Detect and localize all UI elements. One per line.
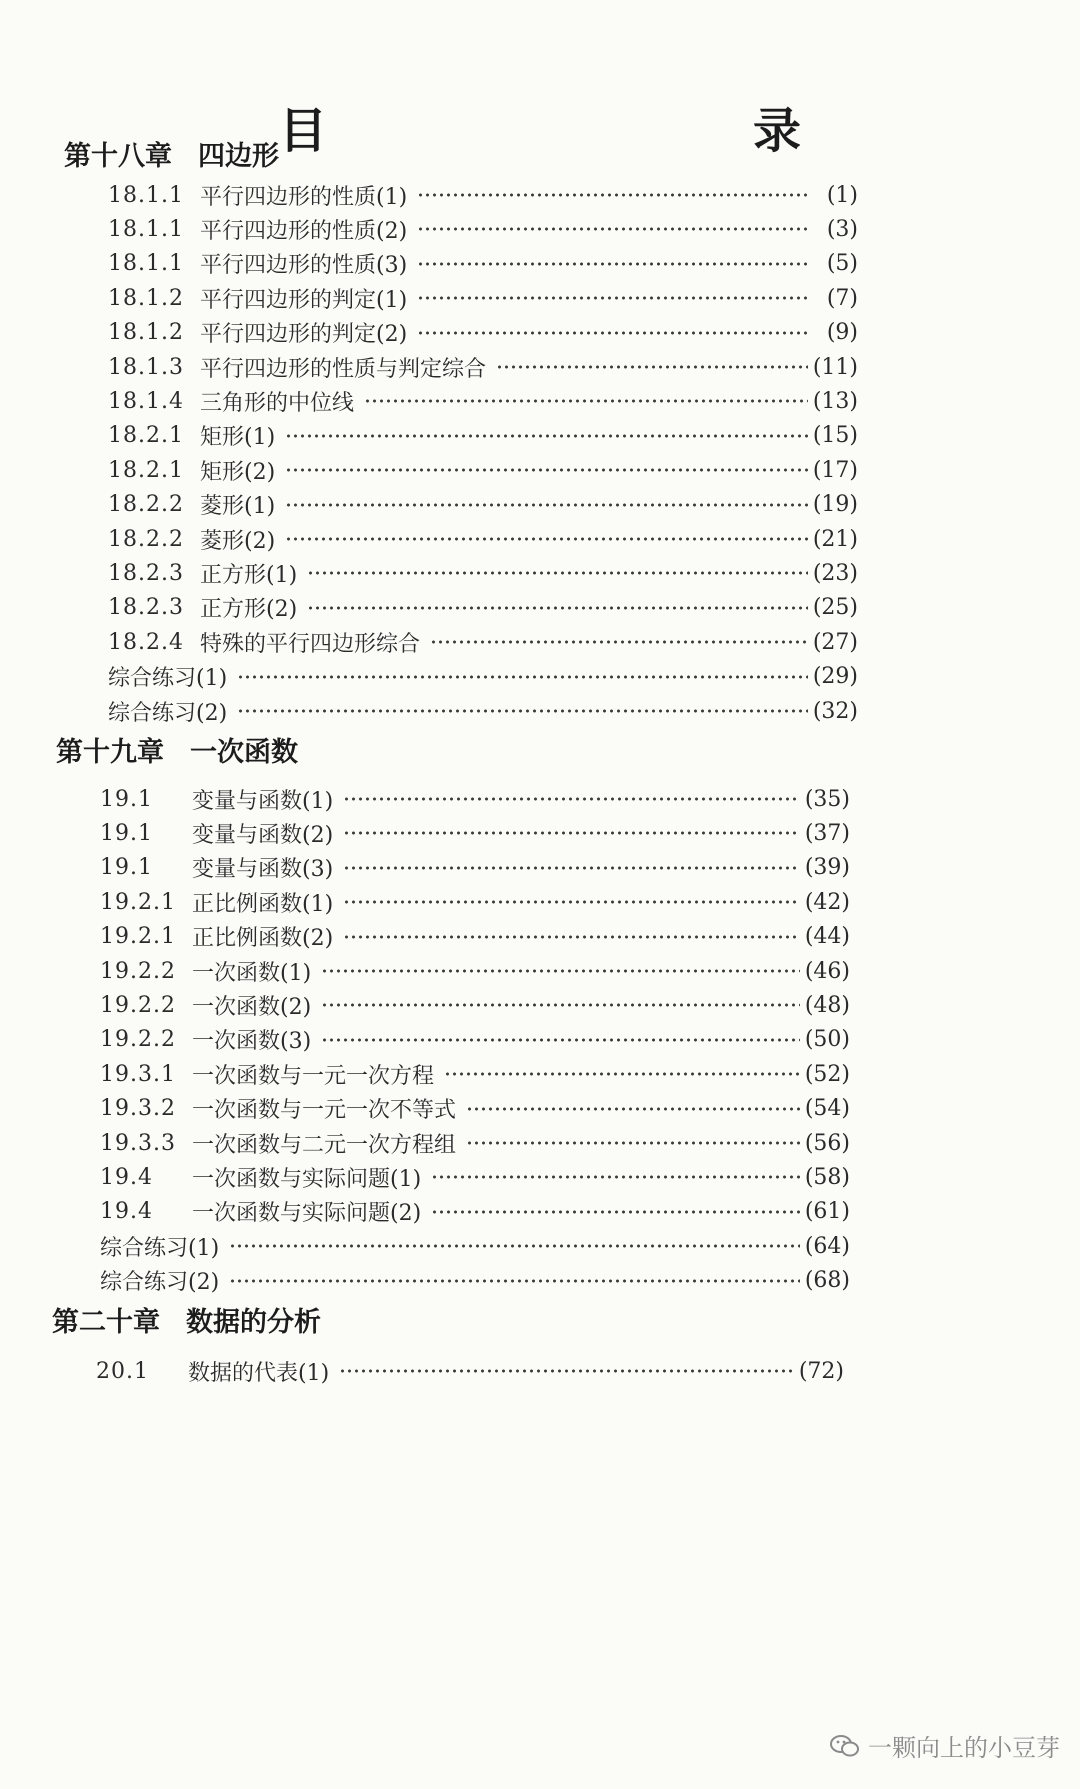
section-title: 数据的代表(1) <box>188 1360 330 1386</box>
section-number: 18.1.3 <box>108 354 184 380</box>
chapter-label: 第十九章 <box>56 737 164 768</box>
dot-leader <box>417 296 808 300</box>
page-number: (64) <box>804 1233 850 1259</box>
section-title: 一次函数与二元一次方程组 <box>192 1132 457 1158</box>
section-number: 19.2.2 <box>100 1027 176 1053</box>
page-number: (35) <box>804 786 850 812</box>
section-title: 变量与函数(3) <box>192 857 334 883</box>
toc-entry[interactable] <box>108 384 858 418</box>
page-number: (25) <box>812 595 858 621</box>
page-number: (19) <box>812 492 858 518</box>
dot-leader <box>343 866 800 870</box>
page-number: (7) <box>826 285 858 311</box>
toc-entry[interactable] <box>108 488 858 522</box>
section-number: 19.1 <box>100 820 153 846</box>
page-number: (52) <box>804 1061 850 1087</box>
dot-leader <box>417 331 808 335</box>
section-title: 综合练习(2) <box>108 700 228 726</box>
section-number: 19.4 <box>100 1164 153 1190</box>
section-number: 19.3.3 <box>100 1130 176 1156</box>
section-title: 一次函数与实际问题(1) <box>192 1166 422 1192</box>
page-number: (68) <box>804 1268 850 1294</box>
section-number: 18.1.4 <box>108 388 184 414</box>
section-title: 正比例函数(1) <box>192 891 334 917</box>
chapter-label: 第十八章 <box>64 141 172 172</box>
section-title: 一次函数(1) <box>192 960 312 986</box>
chapter-label: 第二十章 <box>52 1307 160 1338</box>
dot-leader <box>285 503 808 507</box>
chapter-heading <box>56 730 298 769</box>
dot-leader <box>237 709 808 713</box>
dot-leader <box>307 606 808 610</box>
dot-leader <box>466 1107 800 1111</box>
dot-leader <box>321 1038 800 1042</box>
section-number: 19.3.1 <box>100 1061 176 1087</box>
section-number: 18.2.2 <box>108 526 184 552</box>
chapter-name: 四边形 <box>198 141 279 172</box>
section-title: 平行四边形的判定(2) <box>200 322 408 348</box>
dot-leader <box>343 900 800 904</box>
dot-leader <box>431 1210 800 1214</box>
section-number: 18.2.3 <box>108 595 184 621</box>
toc-entry[interactable] <box>108 212 858 246</box>
toc-entry[interactable] <box>108 316 858 350</box>
toc-entry[interactable] <box>108 453 858 487</box>
section-title: 平行四边形的性质(1) <box>200 184 408 210</box>
toc-entry[interactable] <box>108 522 858 556</box>
dot-leader <box>307 571 808 575</box>
section-title: 正方形(2) <box>200 597 298 623</box>
toc-entry[interactable] <box>100 816 850 850</box>
toc-entry[interactable] <box>108 694 858 728</box>
section-number: 19.4 <box>100 1199 153 1225</box>
section-title: 变量与函数(1) <box>192 788 334 814</box>
page-number: (17) <box>812 457 858 483</box>
dot-leader <box>430 640 808 644</box>
section-number: 19.2.2 <box>100 958 176 984</box>
page-number: (61) <box>804 1199 850 1225</box>
dot-leader <box>229 1244 800 1248</box>
dot-leader <box>496 365 808 369</box>
dot-leader <box>343 797 800 801</box>
section-number: 20.1 <box>96 1358 149 1384</box>
dot-leader <box>417 262 808 266</box>
section-title: 菱形(2) <box>200 528 276 554</box>
section-number: 19.2.1 <box>100 924 176 950</box>
section-number: 18.2.2 <box>108 492 184 518</box>
dot-leader <box>285 468 808 472</box>
section-number: 18.1.1 <box>108 216 184 242</box>
toc-entry[interactable] <box>100 885 850 919</box>
dot-leader <box>285 434 808 438</box>
dot-leader <box>321 1003 800 1007</box>
toc-entry[interactable] <box>100 954 850 988</box>
dot-leader <box>343 935 800 939</box>
section-title: 平行四边形的性质与判定综合 <box>200 356 487 382</box>
toc-entry[interactable] <box>100 1023 850 1057</box>
page-number: (39) <box>804 855 850 881</box>
page-number: (3) <box>826 216 858 242</box>
dot-leader <box>321 969 800 973</box>
toc-entry[interactable] <box>100 1264 850 1298</box>
dot-leader <box>237 675 808 679</box>
toc-entry[interactable] <box>100 1126 850 1160</box>
page-number: (27) <box>812 629 858 655</box>
page-number: (15) <box>812 423 858 449</box>
section-number: 18.1.2 <box>108 320 184 346</box>
toc-entry[interactable] <box>100 1160 850 1194</box>
page-number: (37) <box>804 820 850 846</box>
page-number: (42) <box>804 889 850 915</box>
section-number: 19.3.2 <box>100 1096 176 1122</box>
page-number: (11) <box>812 354 858 380</box>
toc-entry[interactable] <box>108 247 858 281</box>
page-number: (23) <box>812 560 858 586</box>
section-title: 一次函数与一元一次方程 <box>192 1063 435 1089</box>
toc-entry[interactable] <box>108 660 858 694</box>
page-number: (9) <box>826 320 858 346</box>
section-number: 18.1.2 <box>108 285 184 311</box>
watermark <box>830 1728 1060 1763</box>
section-number: 19.2.2 <box>100 992 176 1018</box>
section-title: 平行四边形的判定(1) <box>200 287 408 313</box>
page-number: (56) <box>804 1130 850 1156</box>
chapter-name: 数据的分析 <box>186 1307 321 1338</box>
page-number: (5) <box>826 251 858 277</box>
page-number: (54) <box>804 1096 850 1122</box>
section-title: 菱形(1) <box>200 494 276 520</box>
dot-leader <box>229 1279 800 1283</box>
toc-entry[interactable] <box>108 281 858 315</box>
section-title: 一次函数(3) <box>192 1029 312 1055</box>
watermark-text: 一颗向上的小豆芽 <box>868 1734 1060 1762</box>
page-number: (21) <box>812 526 858 552</box>
section-title: 正比例函数(2) <box>192 926 334 952</box>
toc-entry[interactable] <box>100 1092 850 1126</box>
dot-leader <box>431 1175 800 1179</box>
toc-entry[interactable] <box>100 988 850 1022</box>
page-number: (1) <box>826 182 858 208</box>
dot-leader <box>343 831 800 835</box>
toc-entry[interactable] <box>108 556 858 590</box>
page-number: (72) <box>798 1358 844 1384</box>
chapter-heading <box>64 134 279 173</box>
page-number: (46) <box>804 958 850 984</box>
section-title: 特殊的平行四边形综合 <box>200 631 421 657</box>
page-number: (48) <box>804 992 850 1018</box>
toc-entry[interactable] <box>108 350 858 384</box>
page-number: (50) <box>804 1027 850 1053</box>
section-title: 矩形(1) <box>200 425 276 451</box>
chapter-name: 一次函数 <box>190 737 298 768</box>
section-title: 一次函数与实际问题(2) <box>192 1201 422 1227</box>
section-title: 平行四边形的性质(3) <box>200 253 408 279</box>
toc-entry[interactable] <box>108 591 858 625</box>
toc-entry[interactable] <box>100 782 850 816</box>
section-number: 18.2.3 <box>108 560 184 586</box>
section-number: 18.2.1 <box>108 457 184 483</box>
page-number: (44) <box>804 924 850 950</box>
toc-entry[interactable] <box>100 1229 850 1263</box>
dot-leader <box>364 399 808 403</box>
section-number: 18.1.1 <box>108 251 184 277</box>
section-number: 18.2.1 <box>108 423 184 449</box>
section-title: 三角形的中位线 <box>200 390 355 416</box>
dot-leader <box>417 227 808 231</box>
section-title: 综合练习(1) <box>108 666 228 692</box>
section-title: 一次函数(2) <box>192 994 312 1020</box>
section-title: 变量与函数(2) <box>192 822 334 848</box>
toc-entry[interactable] <box>108 178 858 212</box>
toc-entry[interactable] <box>100 920 850 954</box>
section-number: 18.2.4 <box>108 629 184 655</box>
section-title: 综合练习(2) <box>100 1270 220 1296</box>
toc-entry[interactable] <box>100 1195 850 1229</box>
toc-entry[interactable] <box>100 851 850 885</box>
section-number: 19.2.1 <box>100 889 176 915</box>
section-title: 矩形(2) <box>200 459 276 485</box>
wechat-icon <box>830 1734 860 1758</box>
dot-leader <box>285 537 808 541</box>
section-number: 19.1 <box>100 855 153 881</box>
section-title: 正方形(1) <box>200 562 298 588</box>
section-title: 平行四边形的性质(2) <box>200 218 408 244</box>
toc-entry[interactable] <box>96 1354 844 1388</box>
page-number: (13) <box>812 388 858 414</box>
toc-entry[interactable] <box>108 419 858 453</box>
dot-leader <box>444 1072 800 1076</box>
page-number: (32) <box>812 698 858 724</box>
page-number: (58) <box>804 1164 850 1190</box>
section-title: 一次函数与一元一次不等式 <box>192 1098 457 1124</box>
chapter-heading <box>52 1300 321 1339</box>
section-number: 19.1 <box>100 786 153 812</box>
page-number: (29) <box>812 664 858 690</box>
dot-leader <box>339 1369 794 1373</box>
toc-entry[interactable] <box>100 1057 850 1091</box>
dot-leader <box>466 1141 800 1145</box>
page-title: 目 录 <box>278 103 911 159</box>
section-number: 18.1.1 <box>108 182 184 208</box>
dot-leader <box>417 193 808 197</box>
toc-entry[interactable] <box>108 625 858 659</box>
section-title: 综合练习(1) <box>100 1235 220 1261</box>
